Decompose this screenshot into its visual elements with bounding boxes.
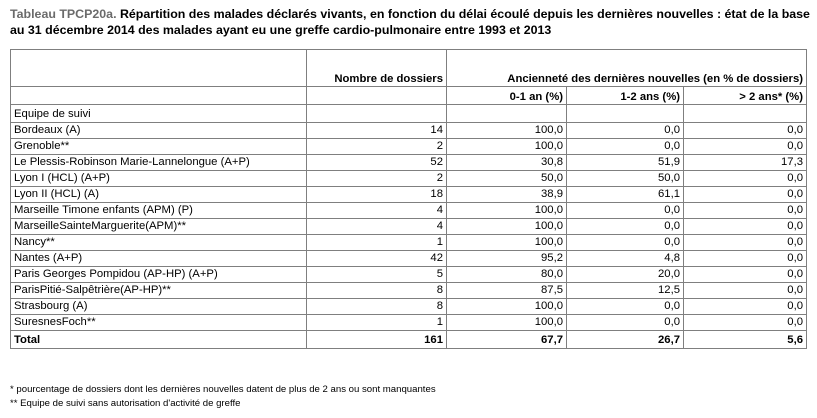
cell-equipe: Le Plessis-Robinson Marie-Lannelongue (A+P)	[11, 155, 307, 171]
cell-dossiers: 2	[307, 171, 447, 187]
cell-dossiers: 52	[307, 155, 447, 171]
cell-equipe: Lyon II (HCL) (A)	[11, 187, 307, 203]
cell-dossiers: 2	[307, 139, 447, 155]
cell-0-1: 100,0	[447, 203, 567, 219]
table-row	[11, 235, 807, 251]
table-caption	[10, 6, 810, 38]
group-empty-cell	[567, 105, 684, 123]
cell-1-2: 51,9	[567, 155, 684, 171]
cell-dossiers: 4	[307, 219, 447, 235]
cell-equipe: ParisPitié-Salpêtrière(AP-HP)**	[11, 283, 307, 299]
cell-gt2: 0,0	[684, 123, 807, 139]
cell-gt2: 0,0	[684, 187, 807, 203]
table-row	[11, 267, 807, 283]
header-col-1-2: 1-2 ans (%)	[567, 87, 684, 105]
cell-0-1: 100,0	[447, 315, 567, 331]
table-row	[11, 203, 807, 219]
cell-equipe: Nancy**	[11, 235, 307, 251]
cell-0-1: 95,2	[447, 251, 567, 267]
header-empty-cell	[11, 50, 307, 87]
cell-dossiers: 161	[307, 331, 447, 349]
total-row	[11, 331, 807, 349]
cell-equipe: Total	[11, 331, 307, 349]
table-row	[11, 251, 807, 267]
header-col-0-1: 0-1 an (%)	[447, 87, 567, 105]
cell-1-2: 4,8	[567, 251, 684, 267]
cell-0-1: 67,7	[447, 331, 567, 349]
table-row	[11, 315, 807, 331]
group-label: Equipe de suivi	[11, 105, 307, 123]
cell-0-1: 50,0	[447, 171, 567, 187]
table-row	[11, 283, 807, 299]
header-col-gt2: > 2 ans* (%)	[684, 87, 807, 105]
cell-0-1: 30,8	[447, 155, 567, 171]
group-empty-cell	[447, 105, 567, 123]
data-table	[10, 49, 807, 349]
cell-0-1: 100,0	[447, 235, 567, 251]
cell-equipe: Nantes (A+P)	[11, 251, 307, 267]
cell-0-1: 100,0	[447, 299, 567, 315]
table-caption-text: Répartition des malades déclarés vivants, en fonction du délai écoulé depuis les dernières nouvelles : état de la base au 31 décembre 2014 des malades ayant eu une greffe cardio-pulmonaire entre 1993 et 2013	[10, 7, 810, 37]
table-caption-label: Tableau TPCP20a.	[10, 7, 117, 21]
cell-dossiers: 8	[307, 299, 447, 315]
cell-equipe: Marseille Timone enfants (APM) (P)	[11, 203, 307, 219]
cell-1-2: 26,7	[567, 331, 684, 349]
table-row	[11, 123, 807, 139]
cell-1-2: 0,0	[567, 315, 684, 331]
cell-equipe: MarseilleSainteMarguerite(APM)**	[11, 219, 307, 235]
cell-equipe: Strasbourg (A)	[11, 299, 307, 315]
cell-gt2: 0,0	[684, 203, 807, 219]
cell-dossiers: 42	[307, 251, 447, 267]
cell-gt2: 0,0	[684, 283, 807, 299]
cell-gt2: 0,0	[684, 235, 807, 251]
cell-gt2: 0,0	[684, 267, 807, 283]
cell-gt2: 0,0	[684, 139, 807, 155]
cell-0-1: 100,0	[447, 123, 567, 139]
cell-1-2: 0,0	[567, 299, 684, 315]
table-row	[11, 187, 807, 203]
footnote-percentage: * pourcentage de dossiers dont les dernières nouvelles datent de plus de 2 ans ou sont manquantes	[10, 384, 436, 395]
cell-1-2: 12,5	[567, 283, 684, 299]
header-row-2	[11, 87, 807, 105]
header-empty-cell	[11, 87, 307, 105]
cell-dossiers: 14	[307, 123, 447, 139]
cell-gt2: 0,0	[684, 219, 807, 235]
header-row-1	[11, 50, 807, 87]
group-row	[11, 105, 807, 123]
cell-gt2: 0,0	[684, 251, 807, 267]
cell-dossiers: 1	[307, 315, 447, 331]
cell-1-2: 0,0	[567, 203, 684, 219]
cell-equipe: Lyon I (HCL) (A+P)	[11, 171, 307, 187]
cell-1-2: 0,0	[567, 139, 684, 155]
header-dossiers: Nombre de dossiers	[307, 50, 447, 87]
cell-1-2: 61,1	[567, 187, 684, 203]
cell-gt2: 0,0	[684, 299, 807, 315]
cell-equipe: Bordeaux (A)	[11, 123, 307, 139]
table-row	[11, 155, 807, 171]
cell-1-2: 50,0	[567, 171, 684, 187]
cell-dossiers: 18	[307, 187, 447, 203]
cell-1-2: 0,0	[567, 219, 684, 235]
footnote-no-authorization: ** Equipe de suivi sans autorisation d'activité de greffe	[10, 398, 241, 409]
cell-gt2: 17,3	[684, 155, 807, 171]
cell-equipe: Grenoble**	[11, 139, 307, 155]
cell-dossiers: 5	[307, 267, 447, 283]
cell-equipe: SuresnesFoch**	[11, 315, 307, 331]
footnotes	[10, 383, 436, 411]
cell-1-2: 0,0	[567, 235, 684, 251]
cell-0-1: 80,0	[447, 267, 567, 283]
header-anciennete: Ancienneté des dernières nouvelles (en % de dossiers)	[447, 50, 807, 87]
cell-gt2: 5,6	[684, 331, 807, 349]
table-row	[11, 171, 807, 187]
cell-0-1: 38,9	[447, 187, 567, 203]
cell-dossiers: 1	[307, 235, 447, 251]
table-row	[11, 299, 807, 315]
cell-dossiers: 8	[307, 283, 447, 299]
cell-1-2: 20,0	[567, 267, 684, 283]
group-empty-cell	[307, 105, 447, 123]
table-row	[11, 139, 807, 155]
cell-gt2: 0,0	[684, 315, 807, 331]
cell-gt2: 0,0	[684, 171, 807, 187]
cell-equipe: Paris Georges Pompidou (AP-HP) (A+P)	[11, 267, 307, 283]
cell-0-1: 100,0	[447, 139, 567, 155]
cell-0-1: 100,0	[447, 219, 567, 235]
group-empty-cell	[684, 105, 807, 123]
cell-1-2: 0,0	[567, 123, 684, 139]
table-row	[11, 219, 807, 235]
cell-0-1: 87,5	[447, 283, 567, 299]
cell-dossiers: 4	[307, 203, 447, 219]
header-empty-cell	[307, 87, 447, 105]
